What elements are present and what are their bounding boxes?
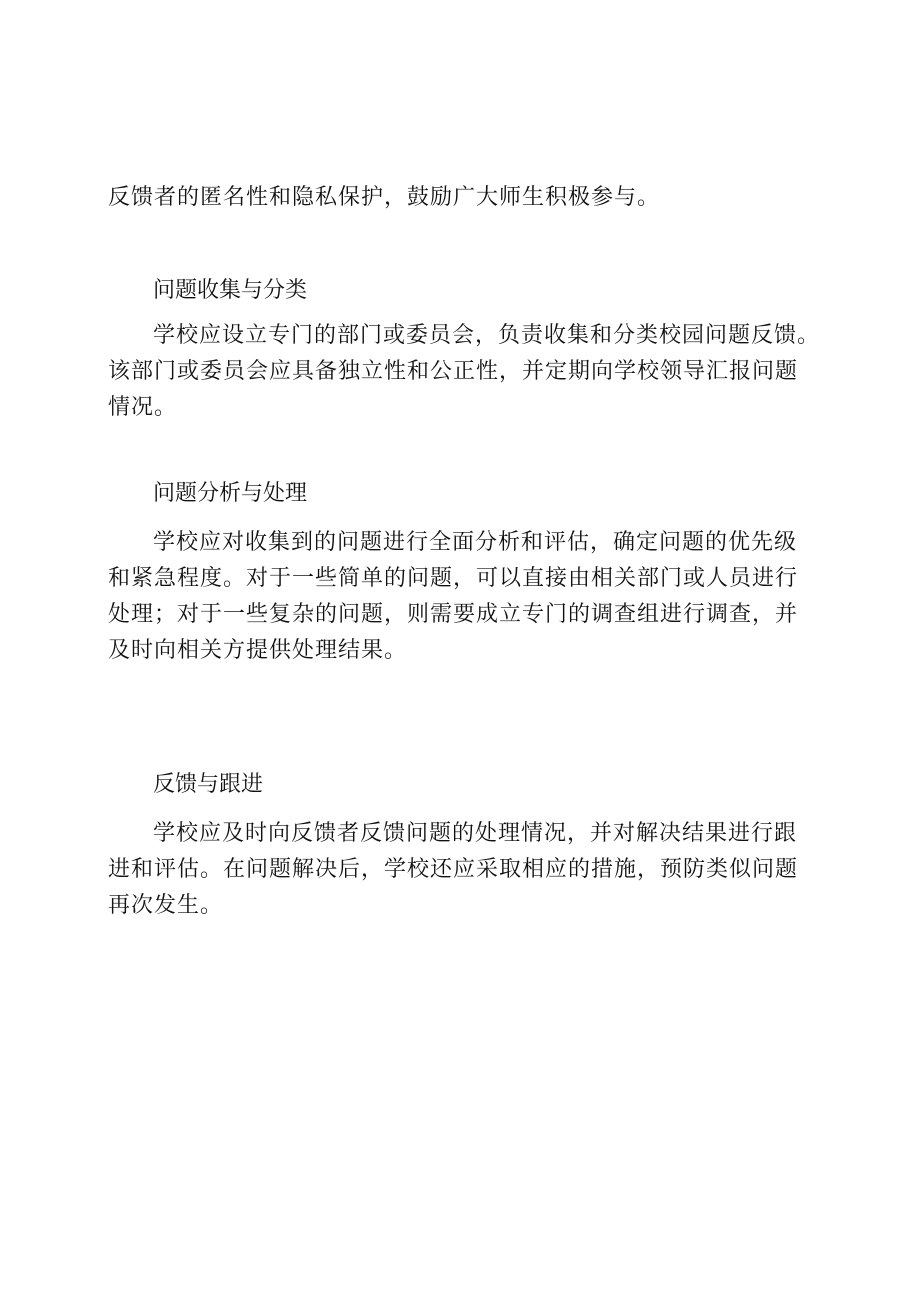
paragraph-line: 和紧急程度。对于一些简单的问题，可以直接由相关部门或人员进行 [108, 566, 799, 591]
paragraph-line: 反馈者的匿名性和隐私保护，鼓励广大师生积极参与。 [108, 185, 661, 210]
paragraph-line: 学校应设立专门的部门或委员会，负责收集和分类校园问题反馈。 [153, 323, 821, 348]
section-heading-followup: 反馈与跟进 [153, 772, 264, 797]
paragraph-line: 学校应对收集到的问题进行全面分析和评估，确定问题的优先级 [153, 530, 798, 555]
paragraph-line: 处理；对于一些复杂的问题，则需要成立专门的调查组进行调查，并 [108, 602, 799, 627]
paragraph-line: 进和评估。在问题解决后，学校还应采取相应的措施，预防类似问题 [108, 857, 799, 882]
paragraph-line: 学校应及时向反馈者反馈问题的处理情况，并对解决结果进行跟 [153, 821, 798, 846]
paragraph-line: 及时向相关方提供处理结果。 [108, 638, 408, 663]
intro-paragraph [108, 180, 808, 216]
section-paragraph-collection [108, 318, 821, 426]
section-heading-collection: 问题收集与分类 [153, 278, 308, 303]
paragraph-line: 该部门或委员会应具备独立性和公正性，并定期向学校领导汇报问题 [108, 359, 799, 384]
section-heading-analysis: 问题分析与处理 [153, 481, 308, 506]
paragraph-line: 情况。 [108, 395, 178, 420]
section-paragraph-analysis [108, 525, 808, 669]
paragraph-line: 再次发生。 [108, 893, 224, 918]
section-paragraph-followup [108, 816, 808, 924]
